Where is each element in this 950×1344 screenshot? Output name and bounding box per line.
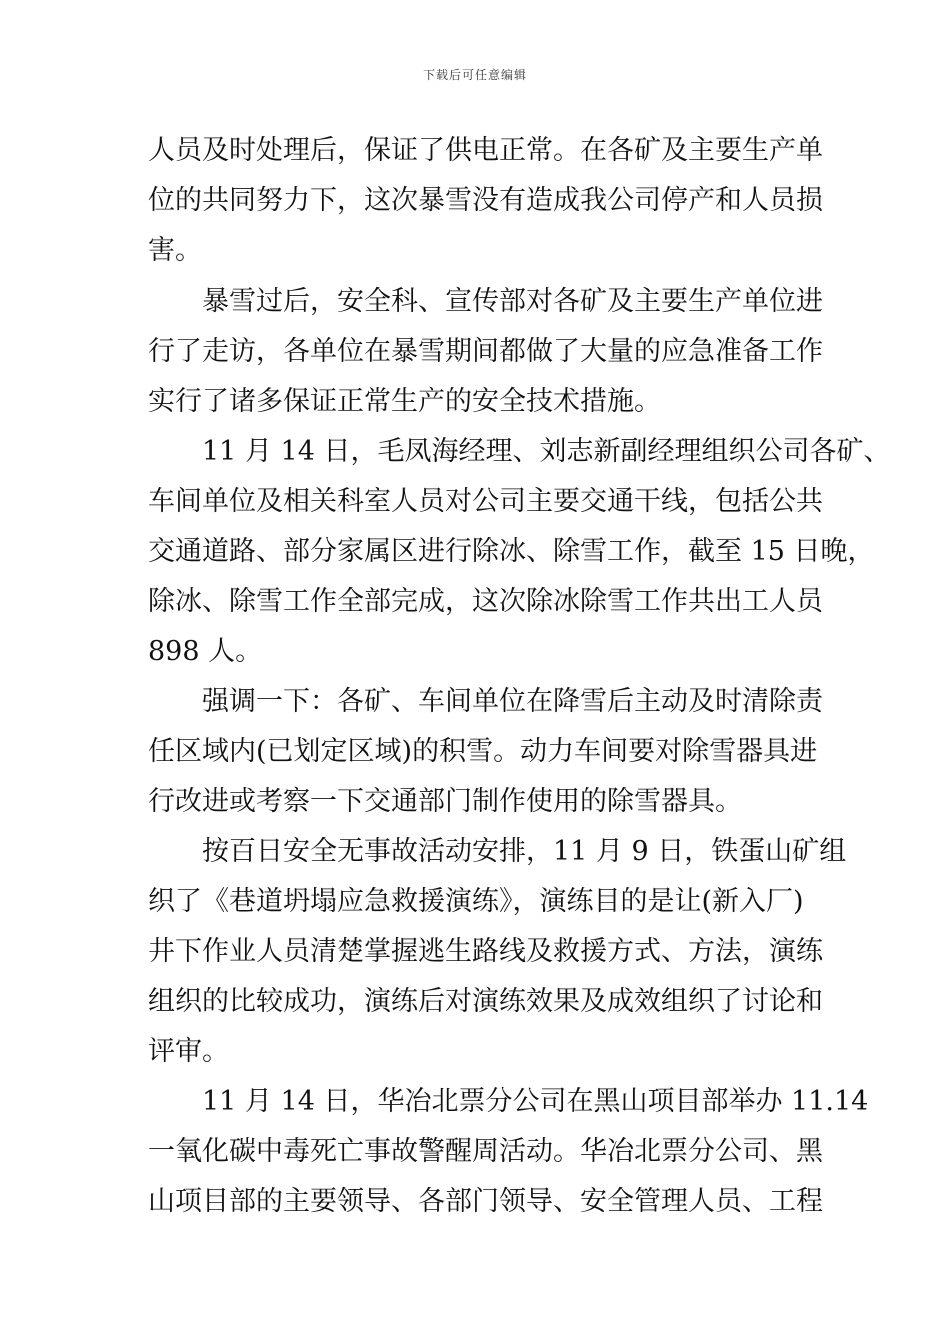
document-body xyxy=(148,126,891,1227)
text-line: 车间单位及相关科室人员对公司主要交通干线，包括公共 xyxy=(148,486,823,517)
text-line: 交通道路、部分家属区进行除冰、除雪工作，截至 15 日晚， xyxy=(148,536,875,567)
text-line: 实行了诸多保证正常生产的安全技术措施。 xyxy=(148,386,661,417)
text-line: 11 月 14 日，华冶北票分公司在黑山项目部举办 11.14 xyxy=(148,1086,869,1117)
text-line: 一氧化碳中毒死亡事故警醒周活动。华冶北票分公司、黑 xyxy=(148,1136,823,1167)
text-line: 行改进或考察一下交通部门制作使用的除雪器具。 xyxy=(148,786,742,817)
text-line: 11 月 14 日，毛凤海经理、刘志新副经理组织公司各矿、 xyxy=(148,436,891,467)
text-line: 井下作业人员清楚掌握逃生路线及救援方式、方法，演练 xyxy=(148,936,823,967)
text-line: 害。 xyxy=(148,235,202,266)
text-line: 任区域内(已划定区域)的积雪。动力车间要对除雪器具进 xyxy=(148,736,818,767)
text-line: 山项目部的主要领导、各部门领导、安全管理人员、工程 xyxy=(148,1186,823,1217)
text-line: 除冰、除雪工作全部完成，这次除冰除雪工作共出工人员 xyxy=(148,586,823,617)
text-line: 按百日安全无事故活动安排，11 月 9 日，铁蛋山矿组 xyxy=(148,836,847,867)
text-line: 行了走访，各单位在暴雪期间都做了大量的应急准备工作 xyxy=(148,336,823,367)
text-line: 组织的比较成功，演练后对演练效果及成效组织了讨论和 xyxy=(148,986,823,1017)
text-line: 评审。 xyxy=(148,1036,229,1067)
page-header-note: 下载后可任意编辑 xyxy=(422,68,527,82)
text-line: 位的共同努力下，这次暴雪没有造成我公司停产和人员损 xyxy=(148,185,823,216)
text-line: 898 人。 xyxy=(148,636,263,667)
text-line: 织了《巷道坍塌应急救援演练》，演练目的是让(新入厂) xyxy=(148,886,804,917)
text-line: 暴雪过后，安全科、宣传部对各矿及主要生产单位进 xyxy=(148,286,823,317)
text-line: 人员及时处理后，保证了供电正常。在各矿及主要生产单 xyxy=(148,135,823,166)
text-line: 强调一下：各矿、车间单位在降雪后主动及时清除责 xyxy=(148,686,823,717)
